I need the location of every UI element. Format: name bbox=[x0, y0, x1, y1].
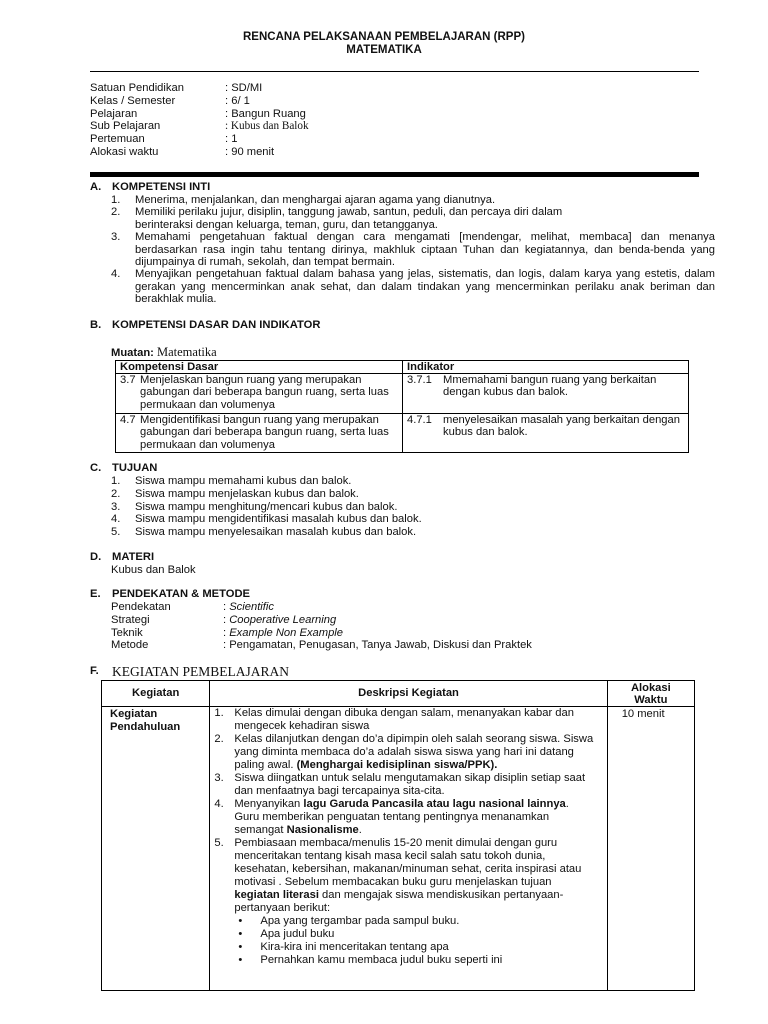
metode-row: Teknik : Example Non Example bbox=[111, 626, 344, 639]
identity-row: Kelas / Semester : 6/ 1 bbox=[90, 94, 250, 107]
column-header: Kompetensi Dasar bbox=[116, 361, 403, 374]
list-item: 1. Menerima, menjalankan, dan menghargai ajaran agama yang dianutnya. bbox=[111, 194, 496, 206]
identity-row: Satuan Pendidikan : SD/MI bbox=[90, 82, 263, 94]
section-e-heading: E. PENDEKATAN & METODE bbox=[90, 588, 250, 600]
alokasi-cell: 10 menit bbox=[607, 707, 694, 991]
section-a-heading: A. KOMPETENSI INTI bbox=[90, 181, 211, 193]
table-header-row bbox=[102, 681, 695, 707]
metode-row: Strategi : Cooperative Learning bbox=[111, 613, 337, 626]
kegiatan-name: Kegiatan Pendahuluan bbox=[102, 707, 210, 991]
literasi-questions bbox=[210, 915, 594, 967]
table-cell: 3.7.1 Mmemahami bangun ruang yang berkaitan dengan kubus dan balok. bbox=[403, 374, 689, 414]
metode-row: Pendekatan : Scientific bbox=[111, 601, 274, 613]
kompetensi-inti-list bbox=[111, 194, 715, 306]
list-item: 1. Kelas dimulai dengan dibuka dengan salam, menanyakan kabar dan mengecek kehadiran siswa bbox=[214, 707, 574, 732]
column-header: Indikator bbox=[403, 361, 689, 374]
kegiatan-table bbox=[101, 680, 695, 991]
metode-row: Metode : Pengamatan, Penugasan, Tanya Jawab, Diskusi dan Praktek bbox=[111, 639, 532, 652]
identity-row: Pertemuan : 1 bbox=[90, 133, 238, 146]
identity-row: Pelajaran : Bangun Ruang bbox=[90, 107, 306, 120]
section-d-heading: D. MATERI bbox=[90, 551, 155, 563]
list-item: 4. Menyanyikan lagu Garuda Pancasila atau lagu nasional lainnya. Guru memberikan penguatan tentang pentingnya menanamkan semangat Nasionalisme. bbox=[214, 798, 569, 836]
table-header-row bbox=[116, 361, 689, 374]
list-item: 4. Siswa mampu mengidentifikasi masalah kubus dan balok. bbox=[111, 513, 422, 526]
column-header: Kegiatan bbox=[102, 681, 210, 707]
table-cell: 4.7 Mengidentifikasi bangun ruang yang merupakan gabungan dari beberapa bangun ruang, serta luas permukaan dan volumenya bbox=[116, 414, 403, 453]
identity-block bbox=[90, 82, 690, 159]
table-row bbox=[116, 414, 689, 453]
table-row bbox=[116, 374, 689, 414]
list-item: 3. Siswa mampu menghitung/mencari kubus dan balok. bbox=[111, 500, 398, 513]
bullet-item: • Kira-kira ini menceritakan tentang apa bbox=[210, 941, 594, 954]
list-item: 5. Siswa mampu menyelesaikan masalah kubus dan balok. bbox=[111, 526, 417, 539]
divider-top bbox=[90, 71, 699, 72]
bullet-item: • Apa judul buku bbox=[210, 928, 594, 941]
list-item: 1. Siswa mampu memahami kubus dan balok. bbox=[111, 475, 352, 487]
kegiatan-steps bbox=[210, 707, 594, 915]
section-b-heading: B. KOMPETENSI DASAR DAN INDIKATOR bbox=[90, 319, 321, 331]
tujuan-list bbox=[111, 475, 671, 539]
list-item: 2. Kelas dilanjutkan dengan do’a dipimpin oleh salah seorang siswa. Siswa yang diminta membaca do’a adalah siswa siswa yang hari ini datang paling awal. (Menghargai kedisiplinan siswa/PPK). bbox=[214, 733, 594, 771]
bullet-item: • Pernahkan kamu membaca judul buku seperti ini bbox=[210, 954, 594, 967]
section-f-heading: F. KEGIATAN PEMBELAJARAN bbox=[90, 664, 290, 679]
deskripsi-cell bbox=[210, 707, 607, 991]
list-item: 2. Siswa mampu menjelaskan kubus dan balok. bbox=[111, 487, 359, 500]
table-row bbox=[102, 707, 695, 991]
identity-row: Sub Pelajaran : Kubus dan Balok bbox=[90, 120, 309, 133]
divider-thick bbox=[90, 172, 699, 177]
section-c-heading: C. TUJUAN bbox=[90, 462, 158, 474]
column-header: Alokasi Waktu bbox=[607, 681, 694, 707]
muatan-line: Muatan: Matematika bbox=[111, 345, 217, 359]
list-item: 2. Memiliki perilaku jujur, disiplin, tanggung jawab, santun, peduli, dan percaya diri dalam berinteraksi dengan keluarga, teman, guru, dan tetangganya. bbox=[111, 206, 563, 231]
metode-block bbox=[111, 601, 671, 652]
list-item: 3. Siswa diingatkan untuk selalu mengutamakan sikap disiplin setiap saat dan menfaatnya bagi tercapainya sita-cita. bbox=[214, 772, 586, 797]
list-item: 5. Pembiasaan membaca/menulis 15-20 menit dimulai dengan guru menceritakan tentang kisah masa kecil salah satu tokoh dunia, kesehatan, kebersihan, makanan/minuman sehat, cerita inspirasi atau motivasi . Sebelum membacakan buku guru menjelaskan tujuan kegiatan literasi dan mengajak siswa mendiskusikan pertanyaan-pertanyaan berikut: bbox=[214, 837, 582, 914]
materi-text: Kubus dan Balok bbox=[111, 564, 196, 576]
bullet-item: • Apa yang tergambar pada sampul buku. bbox=[210, 915, 594, 928]
table-cell: 4.7.1 menyelesaikan masalah yang berkaitan dengan kubus dan balok. bbox=[403, 414, 689, 453]
table-cell: 3.7 Menjelaskan bangun ruang yang merupakan gabungan dari beberapa bangun ruang, serta luas permukaan dan volumenya bbox=[116, 374, 403, 414]
column-header: Deskripsi Kegiatan bbox=[210, 681, 607, 707]
kompetensi-dasar-table bbox=[115, 360, 689, 453]
document-title: RENCANA PELAKSANAAN PEMBELAJARAN (RPP) bbox=[243, 31, 525, 43]
list-item: 4. Menyajikan pengetahuan faktual dalam bahasa yang jelas, sistematis, dan logis, dalam karya yang estetis, dalam gerakan yang mencerminkan anak sehat, dan dalam tindakan yang mencerminkan perilaku anak beriman dan berakhlak mulia. bbox=[111, 268, 715, 306]
document-subtitle: MATEMATIKA bbox=[346, 44, 422, 56]
list-item: 3. Memahami pengetahuan faktual dengan cara mengamati [mendengar, melihat, membaca] dan menanya berdasarkan rasa ingin tahu tentang dirinya, makhluk ciptaan Tuhan dan kegiatannya, dan benda-benda yang dijumpainya di rumah, sekolah, dan tempat bermain. bbox=[111, 231, 715, 269]
identity-row: Alokasi waktu : 90 menit bbox=[90, 145, 275, 158]
